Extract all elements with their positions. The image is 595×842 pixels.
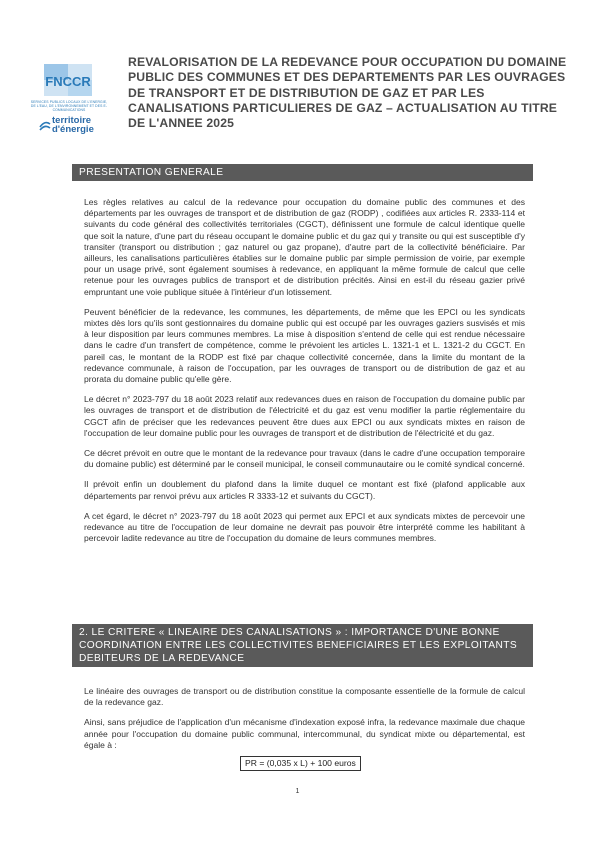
energy-swirl-icon: [38, 118, 52, 132]
territoire-energie-logo: [38, 116, 110, 134]
paragraph: Le décret n° 2023-797 du 18 août 2023 relatif aux redevances dues en raison de l'occupation du domaine public par les ouvrages de transport et de distribution de l'électricité et du gaz est venu modifier la partie réglementaire du CGCT afin de préciser que les redevances peuvent être dues aux EPCI ou aux syndicats mixtes en raison de l'occupation de leur domaine public pour les ouvrages de transport et de distribution de l'électricité et du gaz.: [84, 394, 525, 438]
document-title: REVALORISATION DE LA REDEVANCE POUR OCCUPATION DU DOMAINE PUBLIC DES COMMUNES ET DES DEPARTEMENTS PAR LES OUVRAGES DE TRANSPORT ET DE DISTRIBUTION DE GAZ ET PAR LES CANALISATIONS PARTICULIERES DE GAZ – ACTUALISATION AU TITRE DE L'ANNEE 2025: [128, 55, 567, 131]
paragraph: A cet égard, le décret n° 2023-797 du 18 août 2023 qui permet aux EPCI et aux syndicats mixtes de percevoir une redevance au titre de l'occupation de leur domaine ne devrait pas pouvoir être interprété comme les habilitant à percevoir ladite redevance au titre de l'occupation du domaine de leurs communes membres.: [84, 510, 525, 544]
section-heading-presentation: PRESENTATION GENERALE: [72, 164, 533, 181]
page-number: 1: [295, 788, 300, 795]
paragraph: Ce décret prévoit en outre que le montant de la redevance pour travaux (dans le cadre d'une occupation temporaire du domaine public) est déterminé par le conseil municipal, le conseil communautaire ou le comité syndical concerné.: [84, 448, 525, 470]
paragraph: Ainsi, sans préjudice de l'application d'un mécanisme d'indexation exposé infra, la redevance maximale due chaque année pour l'occupation du domaine public communal, intercommunal, du syndicat mixte ou départemental, est égale à :: [84, 717, 525, 750]
formula-box: PR = (0,035 x L) + 100 euros: [240, 756, 361, 771]
territoire-text: territoire: [52, 115, 92, 126]
section-heading-critere: 2. LE CRITERE « LINEAIRE DES CANALISATIONS » : IMPORTANCE D'UNE BONNE COORDINATION ENTRE LES COLLECTIVITES BENEFICIAIRES ET LES EXPLOITANTS DEBITEURS DE LA REDEVANCE: [72, 624, 533, 667]
section-body-critere: [84, 686, 525, 760]
paragraph: Les règles relatives au calcul de la redevance pour occupation du domaine public des communes et des départements par les ouvrages de transport et de distribution de gaz (RODP) , codifiées aux articles R. 2333-114 et suivants du code général des collectivités territoriales (CGCT), définissent une formule de calcul identique quelle que soit la nature, d'une part du réseau occupant le domaine public et du gaz qui y transite ou qui est susceptible d'y transiter (transport ou distribution ; gaz naturel ou gaz propane), d'autre part de la collectivité bénéficiaire. Par ailleurs, les canalisations particulières établies sur le domaine public par simple permission de voirie, par exemple pour un usage privé, sont également soumises à redevance, en appliquant la même formule de calcul que celle retenue pour les ouvrages publics de transport et de distribution précités. Ainsi en est-il du réseau gazier privé empruntant une voie publique située à l'intérieur d'un lotissement.: [84, 197, 525, 297]
paragraph: Le linéaire des ouvrages de transport ou de distribution constitue la composante essentielle de la formule de calcul de la redevance gaz.: [84, 686, 525, 708]
fnccr-logo: [28, 62, 110, 134]
fnccr-logo-mark: [42, 62, 94, 98]
energie-text: d'énergie: [52, 124, 94, 135]
paragraph: Peuvent bénéficier de la redevance, les communes, les départements, de même que les EPCI ou les syndicats mixtes dès lors qu'ils sont gestionnaires du domaine public qui est occupé par les ouvrages gaziers susvisés et mis à leur disposition par leurs communes membres. La mise à disposition s'entend de celle qui est rendue nécessaire dans le cadre d'un transfert de compétence, comme le prévoient les articles L. 1321-1 et L. 1321-2 du CGCT. En pareil cas, le montant de la RODP est fixé par chaque collectivité concernée, dans la limite du montant de la redevance communale, à raison de l'occupation, par les ouvrages de transport ou de distribution de gaz et au prorata du domaine public qu'elle gère.: [84, 306, 525, 385]
svg-text:FNCCR: FNCCR: [45, 74, 91, 89]
paragraph: Il prévoit enfin un doublement du plafond dans la limite duquel ce montant est fixé (plafond applicable aux départements par renvoi prévu aux articles R 3333-12 et suivants du CGCT).: [84, 479, 525, 501]
section-body-presentation: [84, 197, 525, 553]
logo-tagline: SERVICES PUBLICS LOCAUX DE L'ENERGIE, DE L'EAU, DE L'ENVIRONNEMENT ET DES E-COMMUNICATIONS: [30, 100, 108, 112]
